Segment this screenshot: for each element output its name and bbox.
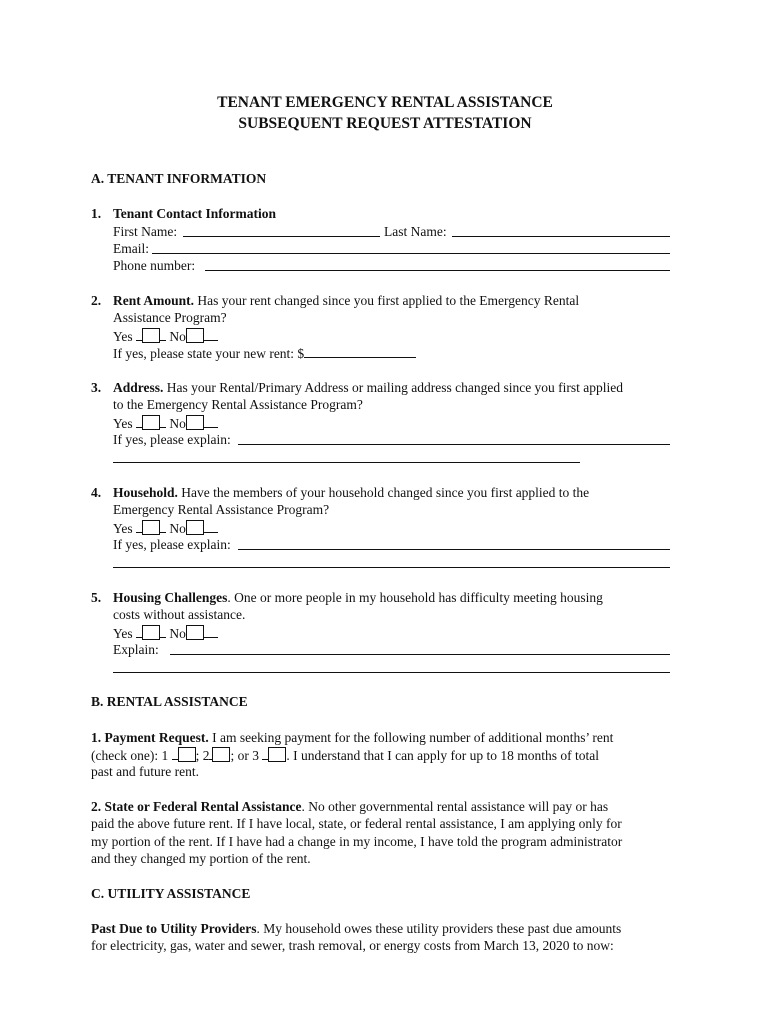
- q5-no-checkbox[interactable]: [186, 625, 204, 640]
- q1-number: 1.: [91, 206, 102, 221]
- months-1-checkbox[interactable]: [178, 747, 196, 762]
- q4-no-underline: [204, 519, 218, 533]
- last-name-label: Last Name:: [384, 224, 447, 239]
- q3-no-underline: [204, 414, 218, 428]
- q1-title: Tenant Contact Information: [113, 206, 277, 221]
- c-text-line-2: for electricity, gas, water and sewer, trash removal, or energy costs from March 13, 2020 to now:: [91, 938, 614, 953]
- first-name-field[interactable]: [183, 236, 380, 237]
- last-name-field[interactable]: [452, 236, 670, 237]
- q5-yes-no-row: [113, 624, 218, 642]
- q5-explain-label: Explain:: [113, 642, 159, 657]
- q2-yes-checkbox[interactable]: [142, 328, 160, 343]
- q4-number: 4.: [91, 485, 102, 500]
- q4-yes-label: Yes: [113, 521, 137, 536]
- q2-number: 2.: [91, 293, 102, 308]
- q3-explain-label: If yes, please explain:: [113, 432, 231, 447]
- q3-yes-checkbox[interactable]: [142, 415, 160, 430]
- first-name-label: First Name:: [113, 224, 178, 239]
- q5-yes-checkbox[interactable]: [142, 625, 160, 640]
- q2-yes-no-row: [113, 327, 218, 345]
- q2-no-checkbox[interactable]: [186, 328, 204, 343]
- b2-text-line-3: my portion of the rent. If I have had a change in my income, I have told the program administrator: [91, 834, 623, 849]
- b2-text-line-4: and they changed my portion of the rent.: [91, 851, 311, 866]
- q3-no-label: No: [166, 416, 186, 431]
- b2-title: 2. State or Federal Rental Assistance: [91, 799, 302, 814]
- b2-text-line-1: [91, 798, 608, 815]
- q4-title: Household.: [113, 485, 178, 500]
- q4-explain-field[interactable]: [238, 549, 670, 550]
- q4-explain-field-line-2[interactable]: [113, 567, 670, 568]
- c-text-line-1: [91, 920, 621, 937]
- q5-title: Housing Challenges: [113, 590, 228, 605]
- q4-text-line-2: Emergency Rental Assistance Program?: [113, 502, 330, 517]
- q2-rent-prompt: If yes, please state your new rent: $: [113, 346, 305, 361]
- q2-text-line-1: [113, 292, 579, 309]
- q4-no-label: No: [166, 521, 186, 536]
- b1-text-line-1: [91, 729, 613, 746]
- q5-yes-label: Yes: [113, 626, 137, 641]
- q3-explain-field-line-2[interactable]: [113, 462, 580, 463]
- q3-number: 3.: [91, 380, 102, 395]
- q2-yes-label: Yes: [113, 329, 137, 344]
- months-3-checkbox[interactable]: [268, 747, 286, 762]
- q2-no-label: No: [166, 329, 186, 344]
- q4-explain-label: If yes, please explain:: [113, 537, 231, 552]
- q2-no-underline: [204, 327, 218, 341]
- email-field[interactable]: [152, 253, 670, 254]
- b1-option-2: ; 2: [195, 748, 210, 763]
- phone-field[interactable]: [205, 270, 670, 271]
- phone-label: Phone number:: [113, 258, 196, 273]
- section-b-heading: B. RENTAL ASSISTANCE: [91, 694, 248, 709]
- q3-question: Has your Rental/Primary Address or mailing address changed since you first applied: [163, 380, 624, 395]
- b1-title: 1. Payment Request.: [91, 730, 209, 745]
- section-a-heading: A. TENANT INFORMATION: [91, 171, 267, 186]
- new-rent-field[interactable]: [304, 344, 416, 358]
- q5-no-underline: [204, 624, 218, 638]
- b1-text-line-3: past and future rent.: [91, 764, 199, 779]
- c-text: . My household owes these utility providers these past due amounts: [256, 921, 622, 936]
- q2-rent-row: [113, 344, 416, 362]
- q5-no-label: No: [166, 626, 186, 641]
- q2-text-line-2: Assistance Program?: [113, 310, 227, 325]
- c-title: Past Due to Utility Providers: [91, 921, 257, 936]
- b2-text: . No other governmental rental assistance will pay or has: [301, 799, 609, 814]
- b2-text-line-2: paid the above future rent. If I have local, state, or federal rental assistance, I am applying only for: [91, 816, 622, 831]
- b1-understand: . I understand that I can apply for up to 18 months of total: [286, 748, 600, 763]
- form-title-line-1: TENANT EMERGENCY RENTAL ASSISTANCE: [217, 94, 553, 111]
- q3-yes-no-row: [113, 414, 218, 432]
- q3-explain-field[interactable]: [238, 444, 670, 445]
- q5-text-line-2: costs without assistance.: [113, 607, 246, 622]
- q4-question: Have the members of your household changed since you first applied to the: [177, 485, 590, 500]
- q4-yes-checkbox[interactable]: [142, 520, 160, 535]
- email-label: Email:: [113, 241, 149, 256]
- q5-explain-field[interactable]: [170, 654, 670, 655]
- q2-title: Rent Amount.: [113, 293, 195, 308]
- form-title-line-2: SUBSEQUENT REQUEST ATTESTATION: [238, 115, 532, 132]
- q5-question: . One or more people in my household has difficulty meeting housing: [227, 590, 603, 605]
- q3-text-line-1: [113, 379, 623, 396]
- months-2-checkbox[interactable]: [212, 747, 230, 762]
- q4-yes-no-row: [113, 519, 218, 537]
- q4-no-checkbox[interactable]: [186, 520, 204, 535]
- q5-explain-field-line-2[interactable]: [113, 672, 670, 673]
- b1-text-line-2: [91, 746, 599, 764]
- q5-text-line-1: [113, 589, 603, 606]
- q4-text-line-1: [113, 484, 589, 501]
- q3-text-line-2: to the Emergency Rental Assistance Program?: [113, 397, 363, 412]
- q2-question: Has your rent changed since you first applied to the Emergency Rental: [194, 293, 580, 308]
- section-c-heading: C. UTILITY ASSISTANCE: [91, 886, 251, 901]
- q3-no-checkbox[interactable]: [186, 415, 204, 430]
- q5-number: 5.: [91, 590, 102, 605]
- b1-text: I am seeking payment for the following number of additional months’ rent: [208, 730, 614, 745]
- q3-yes-label: Yes: [113, 416, 137, 431]
- b1-check-one: (check one): 1: [91, 748, 172, 763]
- q3-title: Address.: [113, 380, 164, 395]
- b1-option-3: ; or 3: [230, 748, 263, 763]
